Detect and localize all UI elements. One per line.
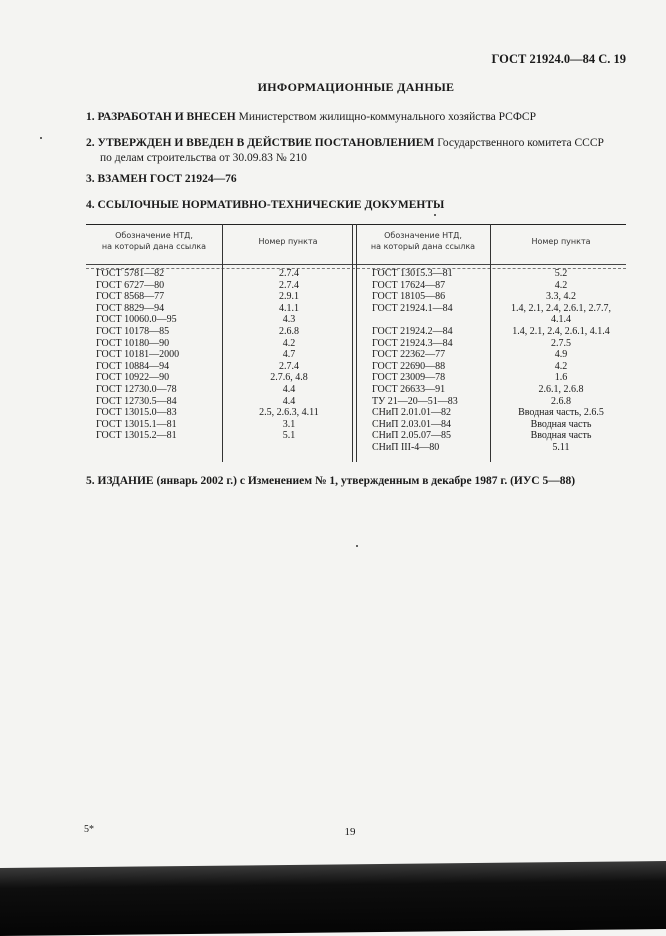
table-cell: 4.3 <box>282 314 296 326</box>
table-double-divider <box>352 224 357 462</box>
section-1-heading: РАЗРАБОТАН И ВНЕСЕН <box>97 111 236 123</box>
table-cell: 4.2 <box>554 360 568 372</box>
table-cell: 4.4 <box>282 395 296 407</box>
table-cell: ГОСТ 21924.3—84 <box>372 337 453 349</box>
table-cell: 3.3, 4.2 <box>546 291 576 303</box>
left-item-column <box>226 268 352 442</box>
section-5 <box>86 474 636 489</box>
table-cell: ГОСТ 10922—90 <box>96 372 170 384</box>
table-cell: ГОСТ 13015.0—83 <box>96 407 177 419</box>
table-cell: ГОСТ 10181—2000 <box>96 349 180 361</box>
table-cell: СНиП 2.05.07—85 <box>372 430 451 442</box>
table-cell: СНиП 2.01.01—82 <box>372 407 451 419</box>
table-cell: ГОСТ 13015.3—81 <box>372 268 453 279</box>
section-3-number: 3. <box>86 173 95 185</box>
table-cell: 2.6.8 <box>551 395 571 407</box>
table-cell: ГОСТ 8568—77 <box>96 291 165 303</box>
table-cell: 2.7.4 <box>279 268 299 279</box>
page-title: ИНФОРМАЦИОННЫЕ ДАННЫЕ <box>257 80 455 94</box>
section-4-number: 4. <box>86 199 95 211</box>
table-cell: 1.6 <box>554 372 568 384</box>
table-cell: 1.4, 2.1, 2.4, 2.6.1, 4.1.4 <box>512 325 610 337</box>
reference-documents-table <box>86 224 626 462</box>
table-divider <box>222 224 223 462</box>
table-cell: ТУ 21—20—51—83 <box>372 395 458 407</box>
right-doc-column <box>372 268 488 454</box>
table-cell: 4.4 <box>282 383 296 395</box>
table-cell: СНиП 2.03.01—84 <box>372 418 451 430</box>
table-cell: ГОСТ 22690—88 <box>372 360 446 372</box>
section-5-number: 5. <box>86 475 95 487</box>
section-1-text: Министерством жилищно-коммунального хозяйства РСФСР <box>238 111 536 123</box>
page-header-code: ГОСТ 21924.0—84 С. 19 <box>491 52 626 66</box>
section-1 <box>86 110 636 125</box>
table-cell: ГОСТ 6727—80 <box>96 279 165 291</box>
footer-mark: 5* <box>84 824 94 835</box>
table-cell: ГОСТ 26633—91 <box>372 383 446 395</box>
table-cell: ГОСТ 10178—85 <box>96 325 170 337</box>
page-number: 19 <box>344 826 356 838</box>
table-cell: ГОСТ 10180—90 <box>96 337 170 349</box>
table-cell: ГОСТ 12730.0—78 <box>96 383 177 395</box>
header-item-right: Номер пункта <box>531 237 591 246</box>
table-divider <box>490 224 491 462</box>
table-cell: 2.6.1, 2.6.8 <box>538 383 584 395</box>
section-5-text: (январь 2002 г.) с Изменением № 1, утвержденным в декабре 1987 г. (ИУС 5—88) <box>156 475 576 487</box>
section-2-number: 2. <box>86 137 95 149</box>
table-cell: 5.11 <box>552 441 570 453</box>
header-item-left: Номер пункта <box>258 237 318 246</box>
table-cell: ГОСТ 21924.2—84 <box>372 325 453 337</box>
section-2-line2: по делам строительства от 30.09.83 № 210 <box>100 152 307 164</box>
table-cell: ГОСТ 8829—94 <box>96 302 165 314</box>
section-3-heading: ВЗАМЕН ГОСТ 21924—76 <box>97 173 237 185</box>
section-1-number: 1. <box>86 111 95 123</box>
table-cell: ГОСТ 18105—86 <box>372 291 446 303</box>
table-cell: ГОСТ 5781—82 <box>96 268 165 279</box>
section-3 <box>86 172 636 187</box>
table-cell: ГОСТ 23009—78 <box>372 372 446 384</box>
table-cell: 1.4, 2.1, 2.4, 2.6.1, 2.7.7, <box>511 302 611 314</box>
table-cell: 2.7.4 <box>279 360 299 372</box>
table-cell <box>372 314 488 326</box>
table-cell: 4.9 <box>554 349 568 361</box>
table-cell: 4.2 <box>554 279 568 291</box>
section-2-heading: УТВЕРЖДЕН И ВВЕДЕН В ДЕЙСТВИЕ ПОСТАНОВЛЕНИЕМ <box>97 137 435 149</box>
table-cell: ГОСТ 12730.5—84 <box>96 395 177 407</box>
header-ntd-left: Обозначение НТД, на который дана ссылка <box>101 231 207 251</box>
section-2-text: Государственного комитета СССР <box>437 137 604 149</box>
section-4 <box>86 198 636 213</box>
table-cell: 2.5, 2.6.3, 4.11 <box>259 407 319 419</box>
table-cell: Вводная часть <box>530 430 592 442</box>
table-cell: 3.1 <box>282 418 296 430</box>
table-cell: ГОСТ 22362—77 <box>372 349 446 361</box>
table-cell: Вводная часть, 2.6.5 <box>518 407 604 419</box>
table-cell: ГОСТ 17624—87 <box>372 279 446 291</box>
scan-speck <box>434 214 436 216</box>
scan-speck <box>356 545 358 547</box>
table-cell: ГОСТ 13015.2—81 <box>96 430 177 442</box>
table-cell: ГОСТ 13015.1—81 <box>96 418 177 430</box>
right-item-column <box>494 268 628 454</box>
table-cell: 2.7.4 <box>279 279 299 291</box>
table-cell: ГОСТ 21924.1—84 <box>372 302 453 314</box>
table-cell: Вводная часть <box>530 418 592 430</box>
table-cell: ГОСТ 10060.0—95 <box>96 314 177 326</box>
header-ntd-right: Обозначение НТД, на который дана ссылка <box>370 231 476 251</box>
section-2 <box>86 136 636 166</box>
table-cell: 2.9.1 <box>279 291 299 303</box>
left-doc-column <box>96 268 216 442</box>
table-cell: 5.1 <box>282 430 296 442</box>
scan-edge-band <box>0 861 666 936</box>
table-cell: 4.7 <box>282 349 296 361</box>
table-cell: ГОСТ 10884—94 <box>96 360 170 372</box>
scan-speck <box>40 137 42 139</box>
table-cell: 2.7.6, 4.8 <box>270 372 308 384</box>
section-5-heading: ИЗДАНИЕ <box>97 475 154 487</box>
table-cell: 2.7.5 <box>551 337 571 349</box>
table-cell: 5.2 <box>554 268 568 279</box>
table-cell: 2.6.8 <box>279 325 299 337</box>
table-cell: СНиП III-4—80 <box>372 441 440 453</box>
table-cell: 4.2 <box>282 337 296 349</box>
table-cell: 4.1.1 <box>279 302 299 314</box>
table-cell: 4.1.4 <box>551 314 571 326</box>
section-4-heading: ССЫЛОЧНЫЕ НОРМАТИВНО-ТЕХНИЧЕСКИЕ ДОКУМЕНТЫ <box>97 199 445 211</box>
